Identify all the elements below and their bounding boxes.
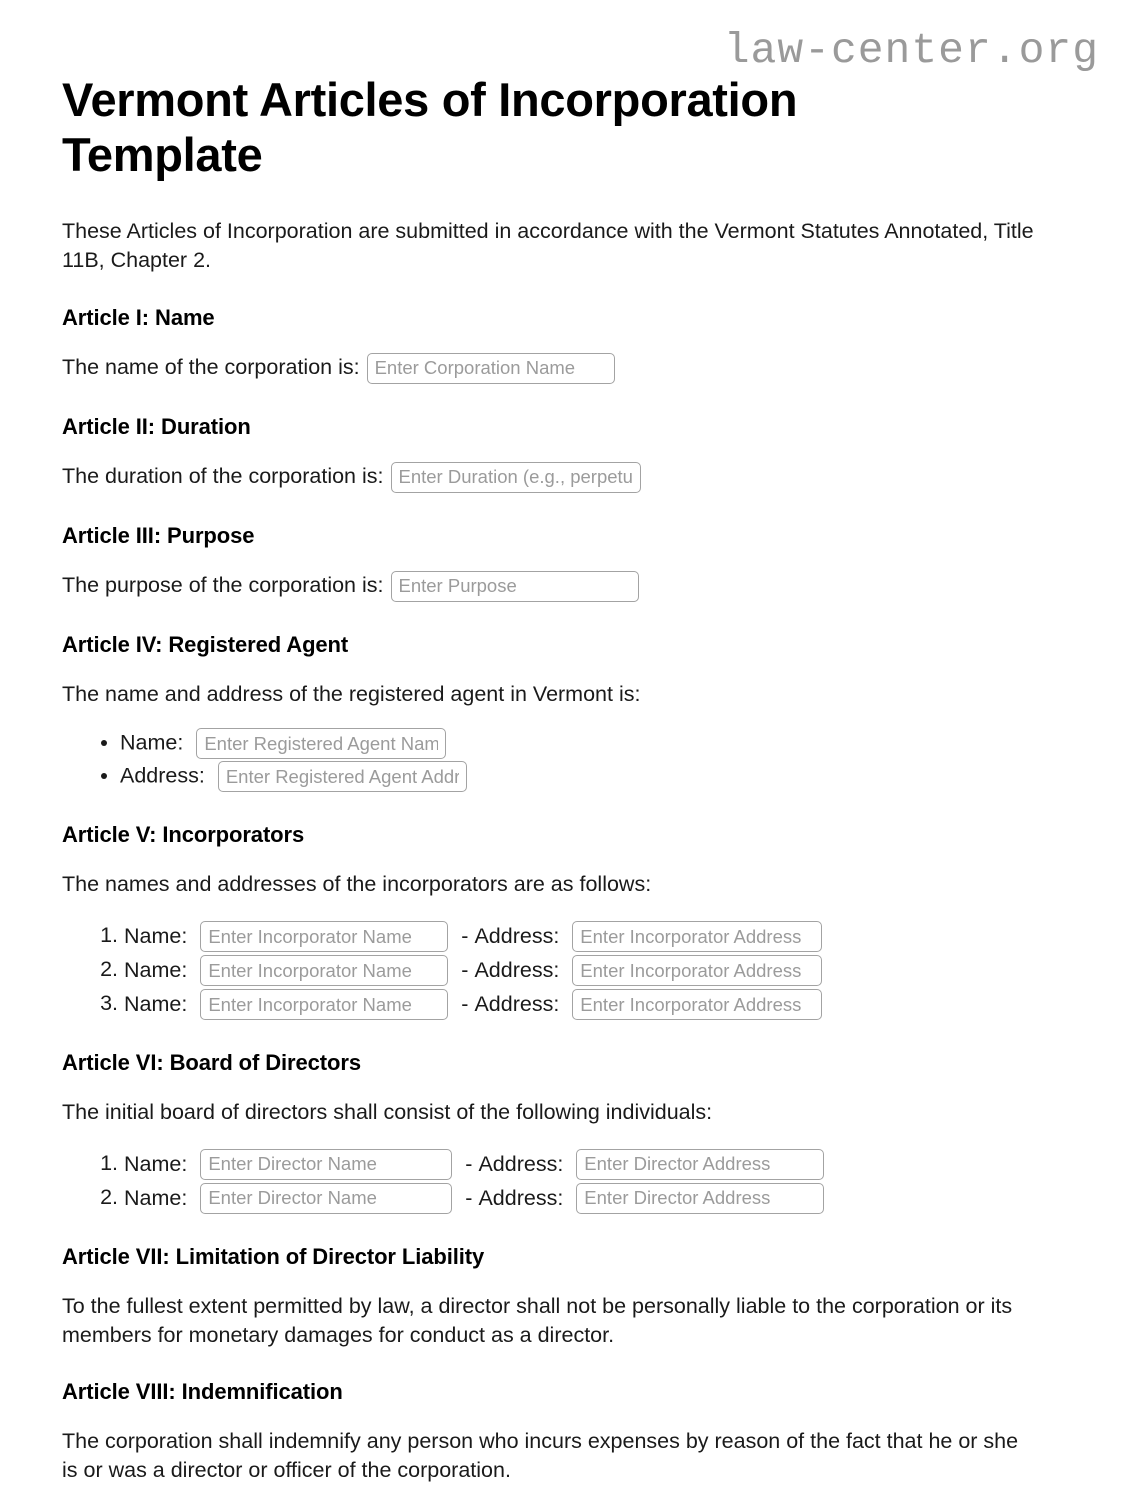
list-item: [120, 761, 1071, 792]
corporation-name-label: The name of the corporation is:: [62, 355, 360, 380]
incorporator-name-label: Name:: [124, 992, 188, 1017]
duration-label: The duration of the corporation is:: [62, 464, 384, 489]
article-7-heading: Article VII: Limitation of Director Liability: [62, 1243, 485, 1269]
article-4-heading: Article IV: Registered Agent: [62, 631, 349, 657]
article-5-intro: The names and addresses of the incorporators are as follows:: [62, 872, 652, 897]
incorporator-name-input-3[interactable]: [200, 989, 448, 1020]
article-2-line: [62, 462, 1071, 493]
article-7-body: To the fullest extent permitted by law, a director shall not be personally liable to the corporation or its members for monetary damages for conduct as a director.: [62, 1293, 1013, 1347]
director-address-input-2[interactable]: [576, 1183, 824, 1214]
site-watermark: law-center.org: [723, 26, 1099, 75]
incorporator-address-input-3[interactable]: [572, 989, 822, 1020]
list-item: [124, 1149, 1071, 1180]
row-separator: -: [465, 1185, 473, 1210]
row-separator: -: [461, 992, 469, 1017]
agent-address-input[interactable]: [218, 761, 467, 792]
director-name-label: Name:: [124, 1185, 188, 1210]
purpose-label: The purpose of the corporation is:: [62, 573, 384, 598]
director-name-input-1[interactable]: [200, 1149, 452, 1180]
agent-name-label: Name:: [120, 730, 184, 755]
article-3-line: [62, 571, 1071, 602]
director-address-input-1[interactable]: [576, 1149, 824, 1180]
intro-paragraph: These Articles of Incorporation are submitted in accordance with the Vermont Statutes Annotated, Title 11B, Chapter 2.: [62, 218, 1034, 272]
article-5-heading: Article V: Incorporators: [62, 822, 305, 848]
incorporator-name-input-2[interactable]: [200, 955, 448, 986]
article-2-heading: Article II: Duration: [62, 413, 251, 439]
incorporator-name-input-1[interactable]: [200, 921, 448, 952]
article-8-body: The corporation shall indemnify any person who incurs expenses by reason of the fact that he or she is or was a director or officer of the corporation.: [62, 1429, 1019, 1483]
list-item: [124, 921, 1071, 952]
row-separator: -: [461, 958, 469, 983]
incorporator-name-label: Name:: [124, 924, 188, 949]
duration-input[interactable]: [391, 462, 641, 493]
director-address-label: Address:: [478, 1185, 564, 1210]
director-name-input-2[interactable]: [200, 1183, 452, 1214]
agent-name-input[interactable]: [196, 728, 446, 759]
incorporator-address-input-2[interactable]: [572, 955, 822, 986]
article-6-intro: The initial board of directors shall consist of the following individuals:: [62, 1100, 713, 1125]
incorporator-list: [62, 921, 1071, 1020]
list-item: [124, 955, 1071, 986]
article-8-heading: Article VIII: Indemnification: [62, 1379, 343, 1405]
purpose-input[interactable]: [391, 571, 639, 602]
registered-agent-list: [62, 728, 1071, 792]
list-item: [124, 1183, 1071, 1214]
incorporator-name-label: Name:: [124, 958, 188, 983]
director-address-label: Address:: [478, 1151, 564, 1176]
article-1-line: [62, 353, 1071, 384]
incorporator-address-input-1[interactable]: [572, 921, 822, 952]
agent-address-label: Address:: [120, 763, 205, 788]
list-item: [120, 728, 1071, 759]
director-name-label: Name:: [124, 1151, 188, 1176]
article-1-heading: Article I: Name: [62, 304, 215, 330]
incorporator-address-label: Address:: [474, 924, 560, 949]
corporation-name-input[interactable]: [367, 353, 615, 384]
list-item: [124, 989, 1071, 1020]
article-3-heading: Article III: Purpose: [62, 522, 255, 548]
page-title: Vermont Articles of Incorporation Template: [62, 73, 798, 182]
director-list: [62, 1149, 1071, 1214]
article-4-intro: The name and address of the registered agent in Vermont is:: [62, 681, 641, 706]
row-separator: -: [461, 924, 469, 949]
incorporator-address-label: Address:: [474, 958, 560, 983]
incorporator-address-label: Address:: [474, 992, 560, 1017]
article-6-heading: Article VI: Board of Directors: [62, 1050, 361, 1076]
row-separator: -: [465, 1151, 473, 1176]
